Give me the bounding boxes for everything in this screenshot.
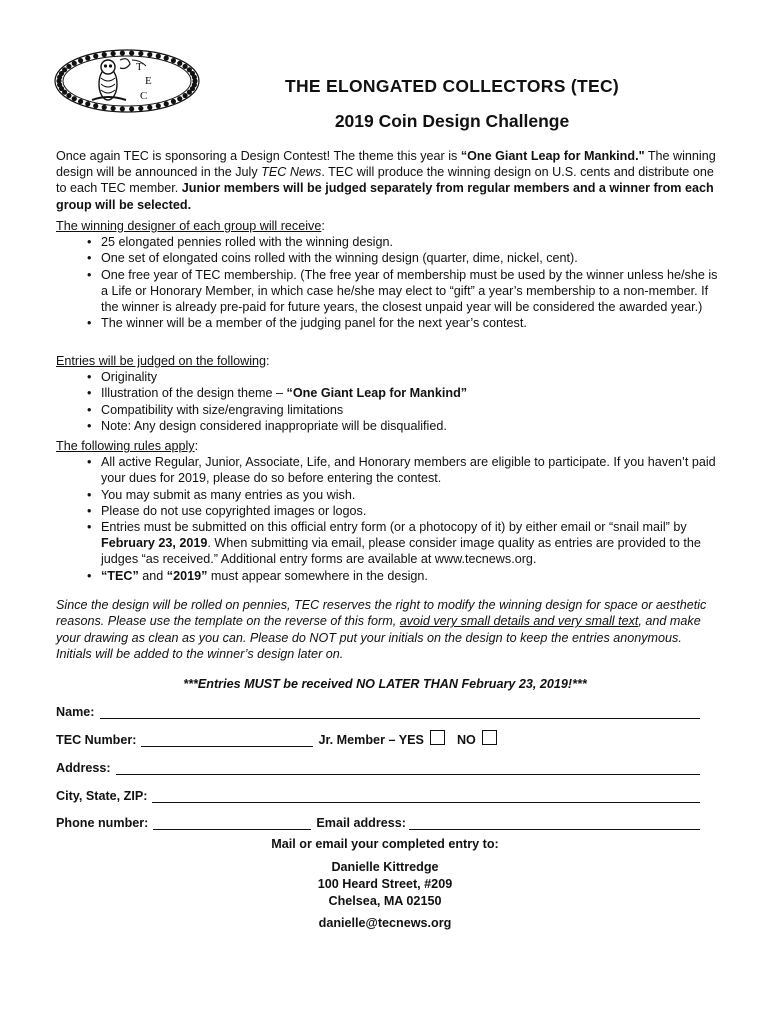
- logo-bead: [171, 99, 176, 104]
- logo-bead: [120, 106, 125, 111]
- list-item: • You may submit as many entries as you wish.: [56, 487, 720, 503]
- address-row: [56, 757, 700, 775]
- logo-letter-e: E: [145, 75, 152, 87]
- tec-number-label: TEC Number:: [56, 733, 137, 747]
- phone-label: Phone number:: [56, 816, 149, 830]
- logo-bead: [156, 54, 161, 59]
- intro-text-1: Once again TEC is sponsoring a Design Contest! The theme this year is: [56, 149, 461, 163]
- logo-bead: [129, 50, 134, 55]
- logo-bead: [164, 101, 169, 106]
- design-note: [56, 597, 720, 663]
- jr-member-no-checkbox[interactable]: [482, 730, 497, 745]
- list-item: • Originality: [56, 369, 720, 385]
- logo-bead: [78, 99, 83, 104]
- design-rule-text: must appear somewhere in the design.: [207, 568, 428, 583]
- tec-required-text: “TEC”: [101, 568, 139, 583]
- rules-list: [56, 454, 720, 584]
- design-note-underlined: avoid very small details and very small text: [399, 614, 639, 629]
- tec-news-text: TEC News: [261, 165, 322, 180]
- email-field[interactable]: [409, 815, 700, 830]
- prizes-section: [56, 218, 720, 331]
- logo-bead: [192, 75, 197, 80]
- list-item: • The winner will be a member of the judging panel for the next year’s contest.: [56, 315, 720, 331]
- list-item: • All active Regular, Junior, Associate, Life, and Honorary members are eligible to participate. If you haven’t paid your dues for 2019, please do so before entering the contest.: [56, 454, 720, 486]
- logo-bead: [138, 51, 143, 56]
- logo-bead: [66, 64, 71, 69]
- intro-text-2: The winning design will be announced in the July: [56, 149, 716, 180]
- logo-bead: [72, 61, 77, 66]
- logo-bead: [177, 61, 182, 66]
- logo-bead: [85, 56, 90, 61]
- page-title: THE ELONGATED COLLECTORS (TEC): [284, 76, 620, 96]
- logo-bead: [164, 56, 169, 61]
- design-note-text-2: , and make your drawing as clean as you can. Please do NOT put your initials on the design to keep the entries anonymous. Initials will be added to the winner’s design later on.: [56, 614, 701, 662]
- logo-bead: [138, 106, 143, 111]
- intro-paragraph: [56, 148, 720, 213]
- tec-number-field[interactable]: [141, 732, 313, 747]
- rules-heading-colon: :: [194, 439, 199, 453]
- list-item: • Compatibility with size/engraving limitations: [56, 402, 720, 418]
- city-state-zip-field[interactable]: [152, 788, 700, 803]
- logo-letter-c: C: [140, 90, 148, 102]
- judging-heading: [56, 353, 720, 369]
- logo-bead: [102, 105, 107, 110]
- city-state-zip-label: City, State, ZIP:: [56, 789, 148, 803]
- list-item: • Note: Any design considered inappropriate will be disqualified.: [56, 418, 720, 434]
- logo-bead: [111, 51, 116, 56]
- phone-field[interactable]: [153, 815, 311, 830]
- logo-bead: [102, 52, 107, 57]
- rules-heading: [56, 438, 720, 454]
- prizes-heading-colon: :: [321, 219, 325, 233]
- address-label: Address:: [56, 761, 111, 775]
- mail-heading: Mail or email your completed entry to:: [271, 837, 499, 851]
- logo-bead: [147, 52, 152, 57]
- logo-bead: [183, 93, 188, 98]
- and-text: and: [138, 568, 167, 583]
- logo-bead: [183, 64, 188, 69]
- name-field[interactable]: [100, 704, 701, 719]
- rules-heading-text: The following rules apply: [56, 439, 195, 453]
- judging-heading-text: Entries will be judged on the following: [56, 354, 267, 368]
- theme-text: “One Giant Leap for Mankind.": [460, 149, 645, 163]
- tec-number-row: [56, 729, 700, 747]
- intro-text-3: . TEC will produce the winning design on U.S. cents and distribute one to each TEC member.: [56, 165, 714, 196]
- logo-bead: [177, 96, 182, 101]
- logo-bead: [120, 50, 125, 55]
- list-item: [56, 568, 720, 584]
- theme-criterion-bold: “One Giant Leap for Mankind”: [286, 386, 468, 401]
- mail-recipient-name: Danielle Kittredge: [331, 860, 439, 874]
- logo-bead: [62, 67, 67, 72]
- mail-email: danielle@tecnews.org: [318, 916, 452, 930]
- prizes-heading: [56, 218, 720, 234]
- logo-bead: [147, 105, 152, 110]
- phone-email-row: [56, 812, 700, 830]
- judging-section: [56, 353, 720, 434]
- logo-bead: [171, 58, 176, 63]
- mail-city: Chelsea, MA 02150: [328, 894, 442, 908]
- submission-rule-text-2: . When submitting via email, please consider image quality as entries are provided to the judges “as received.” Additional entry forms are available at www.tecnews.org.: [101, 536, 701, 567]
- logo-letter-t: T: [136, 61, 143, 73]
- email-label: Email address:: [316, 816, 406, 830]
- logo-bead: [72, 96, 77, 101]
- name-row: [56, 701, 700, 719]
- theme-criterion-text: Illustration of the design theme –: [101, 386, 287, 401]
- prizes-list: [56, 234, 720, 331]
- page-subtitle: 2019 Coin Design Challenge: [334, 111, 570, 131]
- judging-heading-colon: :: [266, 354, 270, 368]
- no-label: NO: [456, 733, 476, 747]
- logo-bead: [93, 103, 98, 108]
- owl-icon: [92, 59, 130, 100]
- design-note-text-1: Since the design will be rolled on pennies, TEC reserves the right to modify the winning design for space or aesthetic reasons. Please use the template on the reverse of this form,: [56, 598, 707, 629]
- logo-bead: [111, 106, 116, 111]
- rules-section: [56, 438, 720, 584]
- logo-bead: [85, 101, 90, 106]
- list-item: [56, 385, 720, 401]
- list-item: • One free year of TEC membership. (The free year of membership must be used by the winner unless he/she is a Life or Honorary Member, in which case he/she may elect to “gift” a year’s membership to a non-member. If the winner is already pre-paid for future years, the closest unpaid year will be considered the awarded year.): [56, 267, 720, 316]
- city-row: [56, 785, 700, 803]
- junior-members-note: Junior members will be judged separately from regular members and a winner from each group will be selected.: [56, 181, 714, 212]
- logo-bead: [129, 106, 134, 111]
- prizes-heading-text: The winning designer of each group will receive: [56, 219, 322, 233]
- list-item: [56, 519, 720, 568]
- list-item: • One set of elongated coins rolled with the winning design (quarter, dime, nickel, cent).: [56, 250, 720, 266]
- submission-rule-text: Entries must be submitted on this official entry form (or a photocopy of it) by either email or “snail mail” by: [101, 520, 687, 535]
- list-item: • 25 elongated pennies rolled with the winning design.: [56, 234, 720, 250]
- logo-bead: [187, 90, 192, 95]
- logo-bead: [78, 58, 83, 63]
- jr-member-yes-checkbox[interactable]: [430, 730, 445, 745]
- judging-list: [56, 369, 720, 434]
- list-item: • Please do not use copyrighted images or logos.: [56, 503, 720, 519]
- tec-owl-logo: [50, 46, 204, 116]
- mail-street: 100 Heard Street, #209: [317, 877, 453, 891]
- address-field[interactable]: [116, 760, 700, 775]
- logo-bead: [156, 103, 161, 108]
- submission-deadline-date: February 23, 2019: [101, 536, 208, 551]
- year-required-text: “2019”: [166, 568, 208, 583]
- deadline-notice: ***Entries MUST be received NO LATER THAN February 23, 2019!***: [183, 677, 587, 691]
- logo-bead: [66, 93, 71, 98]
- logo-bead: [93, 54, 98, 59]
- name-label: Name:: [56, 705, 95, 719]
- jr-member-label: Jr. Member – YES: [318, 733, 424, 747]
